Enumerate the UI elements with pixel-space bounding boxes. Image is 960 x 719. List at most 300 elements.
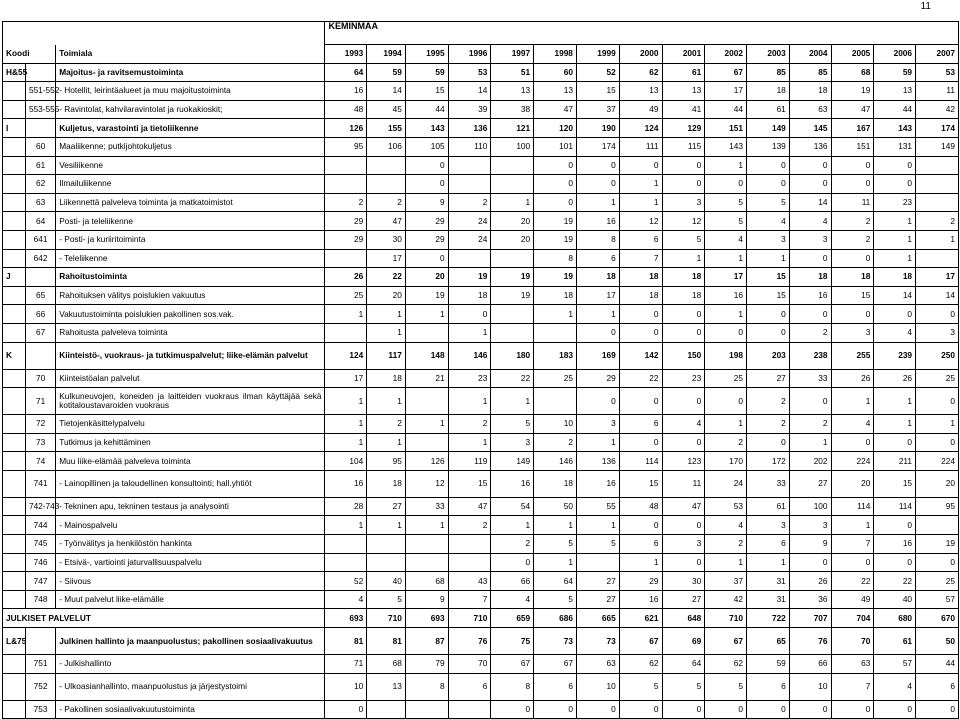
value-cell: 20 <box>405 268 448 287</box>
industry-name: - Mainospalvelu <box>56 516 325 535</box>
industry-code: 741 <box>25 470 55 497</box>
value-cell: 1 <box>619 175 662 194</box>
industry-code: 64 <box>25 212 55 231</box>
value-cell: 1 <box>491 388 534 415</box>
value-cell: 29 <box>619 572 662 591</box>
value-cell: 111 <box>619 137 662 156</box>
value-cell: 57 <box>916 590 959 609</box>
value-cell: 27 <box>747 369 790 388</box>
value-cell: 4 <box>662 415 705 434</box>
value-cell: 44 <box>874 100 916 119</box>
value-cell: 3 <box>789 230 831 249</box>
value-cell: 1 <box>405 415 448 434</box>
value-cell: 136 <box>448 119 491 138</box>
value-cell: 33 <box>405 497 448 516</box>
industry-code: 61 <box>25 156 55 175</box>
table-row <box>3 609 959 628</box>
value-cell: 25 <box>705 369 747 388</box>
value-cell: 250 <box>916 342 959 369</box>
value-cell: 1 <box>747 553 790 572</box>
value-cell <box>367 156 406 175</box>
value-cell: 64 <box>534 572 577 591</box>
value-cell: 0 <box>448 305 491 324</box>
value-cell: 5 <box>367 590 406 609</box>
value-cell: 1 <box>576 305 619 324</box>
value-cell: 238 <box>789 342 831 369</box>
table-row <box>3 673 959 700</box>
value-cell: 1 <box>576 193 619 212</box>
value-cell: 0 <box>662 305 705 324</box>
value-cell: 710 <box>448 609 491 628</box>
value-cell: 202 <box>789 452 831 471</box>
value-cell: 126 <box>405 452 448 471</box>
value-cell: 44 <box>705 100 747 119</box>
value-cell: 20 <box>491 212 534 231</box>
value-cell: 1 <box>705 249 747 268</box>
value-cell: 2 <box>789 323 831 342</box>
value-cell <box>916 175 959 194</box>
value-cell: 2 <box>789 415 831 434</box>
value-cell: 8 <box>405 673 448 700</box>
value-cell: 22 <box>619 369 662 388</box>
value-cell: 0 <box>619 323 662 342</box>
industry-code: 747 <box>25 572 55 591</box>
year-header: 1998 <box>534 45 577 64</box>
section-letter <box>3 553 26 572</box>
value-cell: 7 <box>448 590 491 609</box>
value-cell: 25 <box>916 572 959 591</box>
value-cell <box>405 388 448 415</box>
page-number: 11 <box>920 1 931 12</box>
table-row <box>3 590 959 609</box>
industry-name: Tutkimus ja kehittäminen <box>56 433 325 452</box>
value-cell: 26 <box>831 369 874 388</box>
value-cell <box>576 553 619 572</box>
value-cell: 2 <box>448 516 491 535</box>
value-cell <box>448 535 491 554</box>
industry-name: Liikennettä palveleva toiminta ja matkatoimistot <box>56 193 325 212</box>
value-cell: 11 <box>831 193 874 212</box>
value-cell: 149 <box>491 452 534 471</box>
industry-code: 746 <box>25 553 55 572</box>
value-cell: 0 <box>491 700 534 719</box>
value-cell <box>367 535 406 554</box>
section-letter <box>3 470 26 497</box>
value-cell: 22 <box>874 572 916 591</box>
industry-name: - Muut palvelut liike-elämälle <box>56 590 325 609</box>
value-cell: 0 <box>831 175 874 194</box>
table-row <box>3 212 959 231</box>
value-cell: 151 <box>705 119 747 138</box>
value-cell: 1 <box>576 516 619 535</box>
value-cell: 0 <box>874 175 916 194</box>
section-letter <box>3 452 26 471</box>
value-cell: 1 <box>916 230 959 249</box>
value-cell: 1 <box>619 553 662 572</box>
year-header: 1994 <box>367 45 406 64</box>
value-cell: 27 <box>662 590 705 609</box>
value-cell: 66 <box>789 655 831 674</box>
value-cell: 0 <box>747 323 790 342</box>
value-cell: 5 <box>534 535 577 554</box>
value-cell: 5 <box>662 230 705 249</box>
value-cell: 76 <box>789 628 831 655</box>
value-cell: 710 <box>705 609 747 628</box>
value-cell: 18 <box>619 268 662 287</box>
value-cell: 30 <box>367 230 406 249</box>
value-cell: 1 <box>705 553 747 572</box>
value-cell: 146 <box>448 342 491 369</box>
value-cell: 5 <box>491 415 534 434</box>
value-cell: 106 <box>367 137 406 156</box>
value-cell: 710 <box>367 609 406 628</box>
value-cell: 255 <box>831 342 874 369</box>
year-header: 1996 <box>448 45 491 64</box>
value-cell: 3 <box>747 230 790 249</box>
industry-header: Toimiala <box>56 45 325 64</box>
value-cell: 0 <box>705 700 747 719</box>
value-cell: 11 <box>662 470 705 497</box>
section-letter: L&75 <box>3 628 26 655</box>
value-cell: 0 <box>789 700 831 719</box>
value-cell: 0 <box>619 700 662 719</box>
value-cell: 26 <box>789 572 831 591</box>
value-cell: 47 <box>448 497 491 516</box>
value-cell: 180 <box>491 342 534 369</box>
value-cell: 124 <box>325 342 367 369</box>
value-cell: 0 <box>747 305 790 324</box>
column-header-row <box>3 45 959 64</box>
value-cell: 143 <box>874 119 916 138</box>
value-cell: 18 <box>874 268 916 287</box>
value-cell: 79 <box>405 655 448 674</box>
value-cell: 14 <box>448 82 491 101</box>
table-row <box>3 415 959 434</box>
industry-name: - Julkishallinto <box>56 655 325 674</box>
year-header: 1999 <box>576 45 619 64</box>
value-cell: 1 <box>405 516 448 535</box>
value-cell: 0 <box>705 388 747 415</box>
value-cell: 172 <box>747 452 790 471</box>
value-cell: 4 <box>705 230 747 249</box>
table-row <box>3 268 959 287</box>
value-cell: 0 <box>619 388 662 415</box>
value-cell: 149 <box>747 119 790 138</box>
value-cell: 0 <box>747 175 790 194</box>
value-cell: 13 <box>662 82 705 101</box>
value-cell: 0 <box>874 700 916 719</box>
value-cell: 0 <box>534 193 577 212</box>
value-cell: 0 <box>747 156 790 175</box>
table-row <box>3 535 959 554</box>
group-header-row <box>3 22 959 45</box>
table-row <box>3 452 959 471</box>
value-cell: 67 <box>619 628 662 655</box>
value-cell: 2 <box>747 415 790 434</box>
code-header: Koodi <box>3 45 56 64</box>
value-cell <box>325 156 367 175</box>
value-cell <box>405 535 448 554</box>
value-cell: 0 <box>916 700 959 719</box>
value-cell: 12 <box>405 470 448 497</box>
value-cell: 2 <box>325 193 367 212</box>
value-cell: 10 <box>534 415 577 434</box>
value-cell: 50 <box>916 628 959 655</box>
value-cell: 198 <box>705 342 747 369</box>
industry-code: 70 <box>25 369 55 388</box>
value-cell: 4 <box>705 516 747 535</box>
section-letter <box>3 175 26 194</box>
value-cell: 40 <box>367 572 406 591</box>
value-cell: 0 <box>747 433 790 452</box>
industry-name: Kiinteistöalan palvelut <box>56 369 325 388</box>
industry-code <box>25 342 55 369</box>
industry-code: 642 <box>25 249 55 268</box>
value-cell: 57 <box>874 655 916 674</box>
value-cell <box>491 156 534 175</box>
value-cell: 5 <box>619 673 662 700</box>
value-cell: 149 <box>916 137 959 156</box>
value-cell: 2 <box>367 193 406 212</box>
value-cell: 0 <box>662 700 705 719</box>
section-letter <box>3 433 26 452</box>
value-cell: 28 <box>325 497 367 516</box>
value-cell: 16 <box>325 470 367 497</box>
section-letter <box>3 700 26 719</box>
value-cell: 1 <box>534 305 577 324</box>
industry-name: Posti- ja teleliikenne <box>56 212 325 231</box>
value-cell: 67 <box>491 655 534 674</box>
value-cell: 5 <box>534 590 577 609</box>
industry-name: - Etsivä-, vartiointi jaturvallisuuspalvelu <box>56 553 325 572</box>
value-cell: 60 <box>534 63 577 82</box>
section-letter <box>3 249 26 268</box>
value-cell: 27 <box>367 497 406 516</box>
value-cell: 4 <box>874 673 916 700</box>
value-cell: 24 <box>705 470 747 497</box>
table-row <box>3 63 959 82</box>
value-cell: 2 <box>705 535 747 554</box>
value-cell: 17 <box>705 268 747 287</box>
value-cell: 0 <box>747 700 790 719</box>
value-cell: 25 <box>325 286 367 305</box>
value-cell: 665 <box>576 609 619 628</box>
value-cell: 1 <box>367 433 406 452</box>
industry-name: - Teleliikenne <box>56 249 325 268</box>
value-cell: 44 <box>916 655 959 674</box>
value-cell: 0 <box>916 388 959 415</box>
value-cell: 31 <box>747 572 790 591</box>
value-cell: 38 <box>491 100 534 119</box>
value-cell: 1 <box>325 516 367 535</box>
value-cell: 15 <box>874 470 916 497</box>
value-cell: 18 <box>619 286 662 305</box>
industry-name: JULKISET PALVELUT <box>3 609 325 628</box>
value-cell: 7 <box>831 673 874 700</box>
value-cell: 18 <box>662 268 705 287</box>
table-row <box>3 100 959 119</box>
value-cell: 1 <box>619 193 662 212</box>
value-cell: 0 <box>662 553 705 572</box>
table-row <box>3 497 959 516</box>
value-cell: 104 <box>325 452 367 471</box>
value-cell: 169 <box>576 342 619 369</box>
value-cell <box>405 323 448 342</box>
value-cell: 19 <box>491 268 534 287</box>
value-cell: 0 <box>576 156 619 175</box>
value-cell: 143 <box>705 137 747 156</box>
value-cell: 13 <box>367 673 406 700</box>
value-cell: 2 <box>705 433 747 452</box>
value-cell: 19 <box>534 230 577 249</box>
value-cell: 16 <box>619 590 662 609</box>
value-cell: 6 <box>747 535 790 554</box>
table-row <box>3 369 959 388</box>
value-cell: 1 <box>874 212 916 231</box>
year-header: 2005 <box>831 45 874 64</box>
value-cell: 1 <box>448 323 491 342</box>
industry-code: 553-555 <box>25 100 55 119</box>
value-cell: 170 <box>705 452 747 471</box>
value-cell: 0 <box>916 553 959 572</box>
industry-code: 744 <box>25 516 55 535</box>
value-cell: 95 <box>325 137 367 156</box>
value-cell: 45 <box>367 100 406 119</box>
industry-name: Maaliikenne; putkijohtokuljetus <box>56 137 325 156</box>
value-cell: 0 <box>405 156 448 175</box>
value-cell: 33 <box>789 369 831 388</box>
value-cell: 1 <box>534 516 577 535</box>
value-cell: 12 <box>662 212 705 231</box>
value-cell: 17 <box>325 369 367 388</box>
value-cell: 1 <box>874 415 916 434</box>
value-cell: 124 <box>619 119 662 138</box>
value-cell: 131 <box>874 137 916 156</box>
value-cell: 68 <box>831 63 874 82</box>
value-cell: 29 <box>405 230 448 249</box>
value-cell: 148 <box>405 342 448 369</box>
value-cell: 224 <box>831 452 874 471</box>
value-cell <box>405 553 448 572</box>
section-letter <box>3 193 26 212</box>
value-cell: 8 <box>576 230 619 249</box>
value-cell: 114 <box>619 452 662 471</box>
table-row <box>3 433 959 452</box>
value-cell: 6 <box>619 415 662 434</box>
value-cell: 0 <box>662 175 705 194</box>
table-row <box>3 470 959 497</box>
value-cell: 53 <box>448 63 491 82</box>
value-cell: 16 <box>576 212 619 231</box>
value-cell: 19 <box>534 268 577 287</box>
value-cell: 18 <box>747 82 790 101</box>
value-cell: 0 <box>916 305 959 324</box>
value-cell: 143 <box>405 119 448 138</box>
value-cell: 4 <box>789 212 831 231</box>
value-cell: 73 <box>534 628 577 655</box>
value-cell: 29 <box>405 212 448 231</box>
value-cell: 1 <box>874 388 916 415</box>
value-cell: 0 <box>405 175 448 194</box>
value-cell: 36 <box>789 590 831 609</box>
value-cell: 693 <box>325 609 367 628</box>
value-cell: 47 <box>831 100 874 119</box>
value-cell: 2 <box>747 388 790 415</box>
value-cell: 1 <box>705 156 747 175</box>
value-cell: 6 <box>916 673 959 700</box>
value-cell: 0 <box>705 175 747 194</box>
value-cell: 44 <box>405 100 448 119</box>
value-cell: 211 <box>874 452 916 471</box>
value-cell: 3 <box>747 516 790 535</box>
value-cell: 95 <box>367 452 406 471</box>
value-cell: 6 <box>747 673 790 700</box>
industry-code <box>25 628 55 655</box>
section-letter <box>3 516 26 535</box>
value-cell: 18 <box>789 268 831 287</box>
value-cell: 10 <box>576 673 619 700</box>
value-cell: 70 <box>831 628 874 655</box>
value-cell: 25 <box>916 369 959 388</box>
value-cell <box>448 156 491 175</box>
value-cell: 51 <box>491 63 534 82</box>
value-cell: 183 <box>534 342 577 369</box>
value-cell: 15 <box>831 286 874 305</box>
value-cell: 101 <box>534 137 577 156</box>
municipality-label: KEMINMAA <box>325 22 959 45</box>
value-cell: 15 <box>448 470 491 497</box>
value-cell: 14 <box>789 193 831 212</box>
value-cell: 3 <box>662 535 705 554</box>
value-cell: 100 <box>789 497 831 516</box>
industry-name: Tietojenkäsittelypalvelu <box>56 415 325 434</box>
value-cell: 121 <box>491 119 534 138</box>
value-cell: 85 <box>789 63 831 82</box>
value-cell: 39 <box>448 100 491 119</box>
value-cell: 18 <box>534 470 577 497</box>
value-cell: 61 <box>747 497 790 516</box>
section-letter <box>3 137 26 156</box>
value-cell: 126 <box>325 119 367 138</box>
value-cell <box>448 249 491 268</box>
industry-name: Majoitus- ja ravitsemustoiminta <box>56 63 325 82</box>
value-cell: 22 <box>491 369 534 388</box>
value-cell: 37 <box>705 572 747 591</box>
value-cell: 110 <box>448 137 491 156</box>
section-letter <box>3 369 26 388</box>
value-cell <box>367 553 406 572</box>
value-cell: 16 <box>789 286 831 305</box>
value-cell: 14 <box>367 82 406 101</box>
value-cell: 65 <box>747 628 790 655</box>
value-cell: 43 <box>448 572 491 591</box>
value-cell: 52 <box>576 63 619 82</box>
year-header: 2006 <box>874 45 916 64</box>
value-cell: 0 <box>576 700 619 719</box>
value-cell: 63 <box>576 655 619 674</box>
value-cell: 1 <box>662 249 705 268</box>
value-cell: 19 <box>534 212 577 231</box>
value-cell: 2 <box>448 193 491 212</box>
value-cell <box>325 553 367 572</box>
value-cell: 31 <box>747 590 790 609</box>
value-cell: 0 <box>831 249 874 268</box>
value-cell <box>916 156 959 175</box>
value-cell: 18 <box>367 470 406 497</box>
value-cell: 19 <box>916 535 959 554</box>
section-letter: I <box>3 119 26 138</box>
value-cell: 12 <box>619 212 662 231</box>
